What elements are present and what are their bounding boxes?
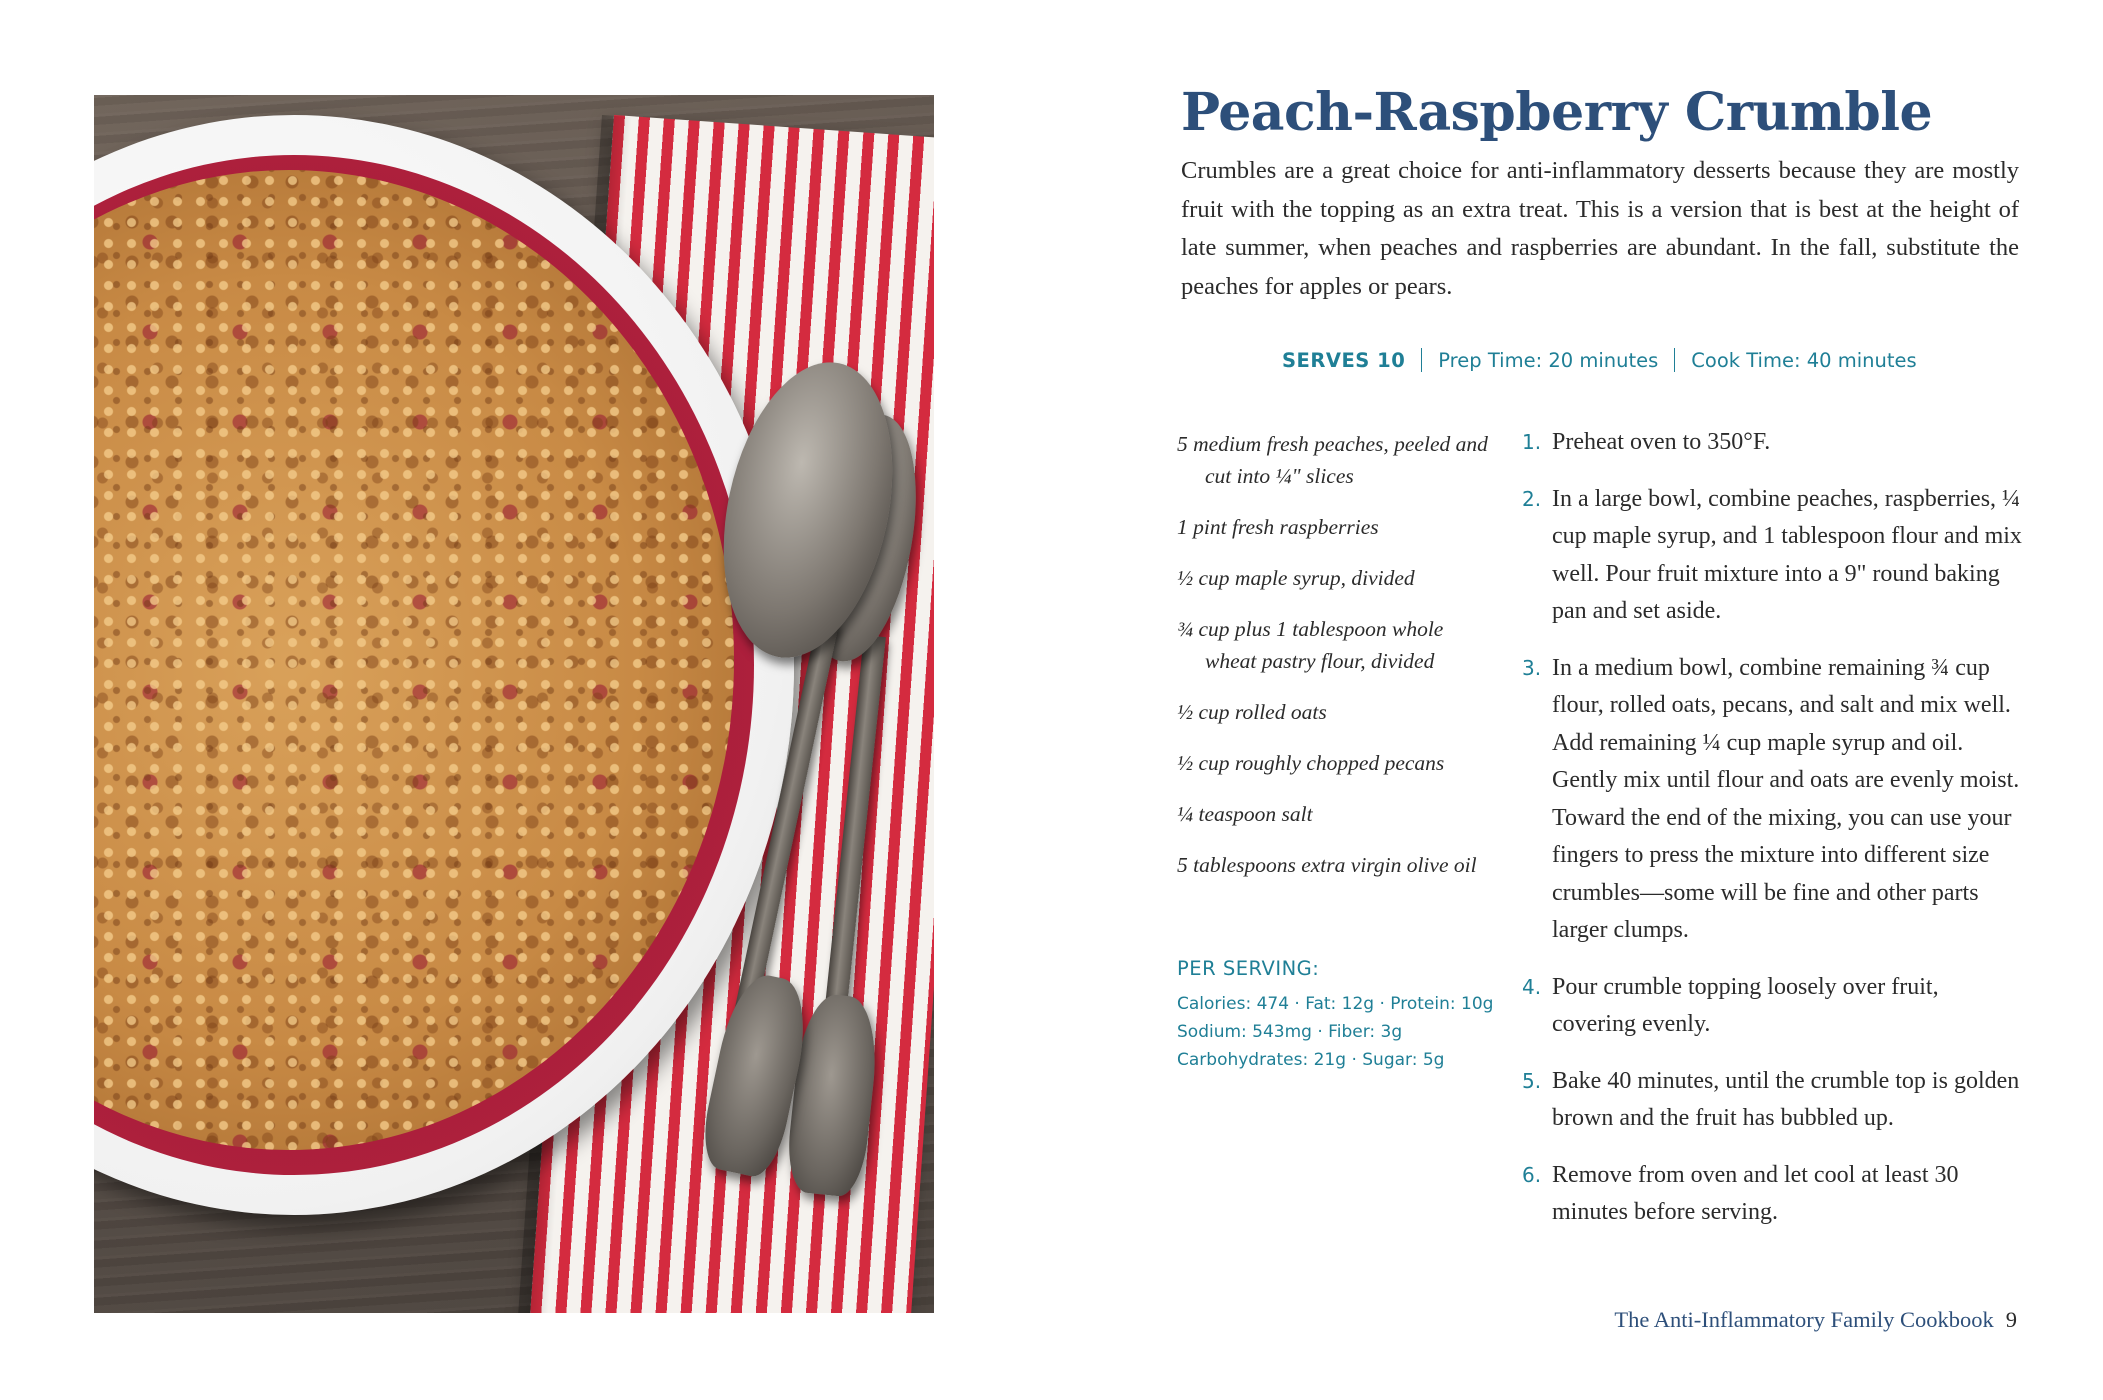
step-item bbox=[1522, 650, 2022, 950]
ingredient-item: ½ cup maple syrup, divided bbox=[1177, 566, 1415, 590]
step-text: Bake 40 minutes, until the crumble top is golden brown and the fruit has bubbled up. bbox=[1552, 1067, 2020, 1131]
step-text: Remove from oven and let cool at least 30 minutes before serving. bbox=[1552, 1161, 1959, 1225]
step-text: In a medium bowl, combine remaining ¾ cup flour, rolled oats, pecans, and salt and mix well. Add remaining ¼ cup maple syrup and oil. Gently mix until flour and oats are evenly moist. Toward the end of the mixing, you can use your fingers to press the mixture into different size crumbles—some will be fine and other parts larger clumps. bbox=[1552, 654, 2020, 943]
recipe-meta-bar bbox=[1282, 348, 1932, 372]
step-number: 3. bbox=[1522, 655, 1542, 680]
nutrition-line: Calories: 474 · Fat: 12g · Protein: 10g bbox=[1177, 994, 1494, 1014]
ingredient-item: ½ cup roughly chopped pecans bbox=[1177, 751, 1445, 775]
step-number: 5. bbox=[1522, 1068, 1542, 1093]
step-text: In a large bowl, combine peaches, raspberries, ¼ cup maple syrup, and 1 tablespoon flour and mix well. Pour fruit mixture into a 9" round baking pan and set aside. bbox=[1552, 485, 2022, 624]
ingredient-item: ¼ teaspoon salt bbox=[1177, 802, 1313, 826]
cook-time: Cook Time: 40 minutes bbox=[1691, 348, 1917, 372]
book-title: The Anti-Inflammatory Family Cookbook bbox=[1614, 1307, 1994, 1332]
nutrition-box bbox=[1177, 957, 1517, 1074]
recipe-photo bbox=[94, 95, 934, 1313]
step-number: 6. bbox=[1522, 1162, 1542, 1187]
nutrition-line: Carbohydrates: 21g · Sugar: 5g bbox=[1177, 1050, 1445, 1070]
serves-count: SERVES 10 bbox=[1282, 348, 1406, 372]
instruction-steps bbox=[1522, 424, 2022, 1251]
step-item bbox=[1522, 1157, 2022, 1232]
step-item bbox=[1522, 1063, 2022, 1138]
nutrition-heading: PER SERVING: bbox=[1177, 957, 1320, 980]
nutrition-line: Sodium: 543mg · Fiber: 3g bbox=[1177, 1022, 1403, 1042]
ingredient-item: 5 tablespoons extra virgin olive oil bbox=[1177, 853, 1477, 877]
meta-divider bbox=[1674, 348, 1675, 372]
step-number: 4. bbox=[1522, 974, 1542, 999]
ingredient-list bbox=[1177, 428, 1497, 900]
meta-divider bbox=[1421, 348, 1422, 372]
recipe-title: Peach-Raspberry Crumble bbox=[1181, 82, 1933, 143]
page-number: 9 bbox=[2005, 1307, 2017, 1332]
step-item bbox=[1522, 424, 2022, 462]
step-text: Preheat oven to 350°F. bbox=[1552, 429, 1771, 455]
step-number: 1. bbox=[1522, 430, 1542, 454]
step-number: 2. bbox=[1522, 486, 1542, 511]
ingredient-item: ½ cup rolled oats bbox=[1177, 700, 1327, 724]
prep-time: Prep Time: 20 minutes bbox=[1438, 348, 1659, 372]
step-text: Pour crumble topping loosely over fruit, covering evenly. bbox=[1552, 973, 1939, 1037]
ingredient-item: ¾ cup plus 1 tablespoon whole wheat pastry flour, divided bbox=[1177, 617, 1444, 673]
ingredient-item: 5 medium fresh peaches, peeled and cut into ¼" slices bbox=[1177, 432, 1488, 488]
step-item bbox=[1522, 481, 2022, 631]
page-footer bbox=[1614, 1307, 2017, 1333]
ingredient-item: 1 pint fresh raspberries bbox=[1177, 515, 1379, 539]
recipe-intro: Crumbles are a great choice for anti-inflammatory desserts because they are mostly fruit with the topping as an extra treat. This is a version that is best at the height of late summer, when peaches and raspberries are abundant. In the fall, substitute the peaches for apples or pears. bbox=[1181, 157, 2019, 300]
step-item bbox=[1522, 969, 2022, 1044]
